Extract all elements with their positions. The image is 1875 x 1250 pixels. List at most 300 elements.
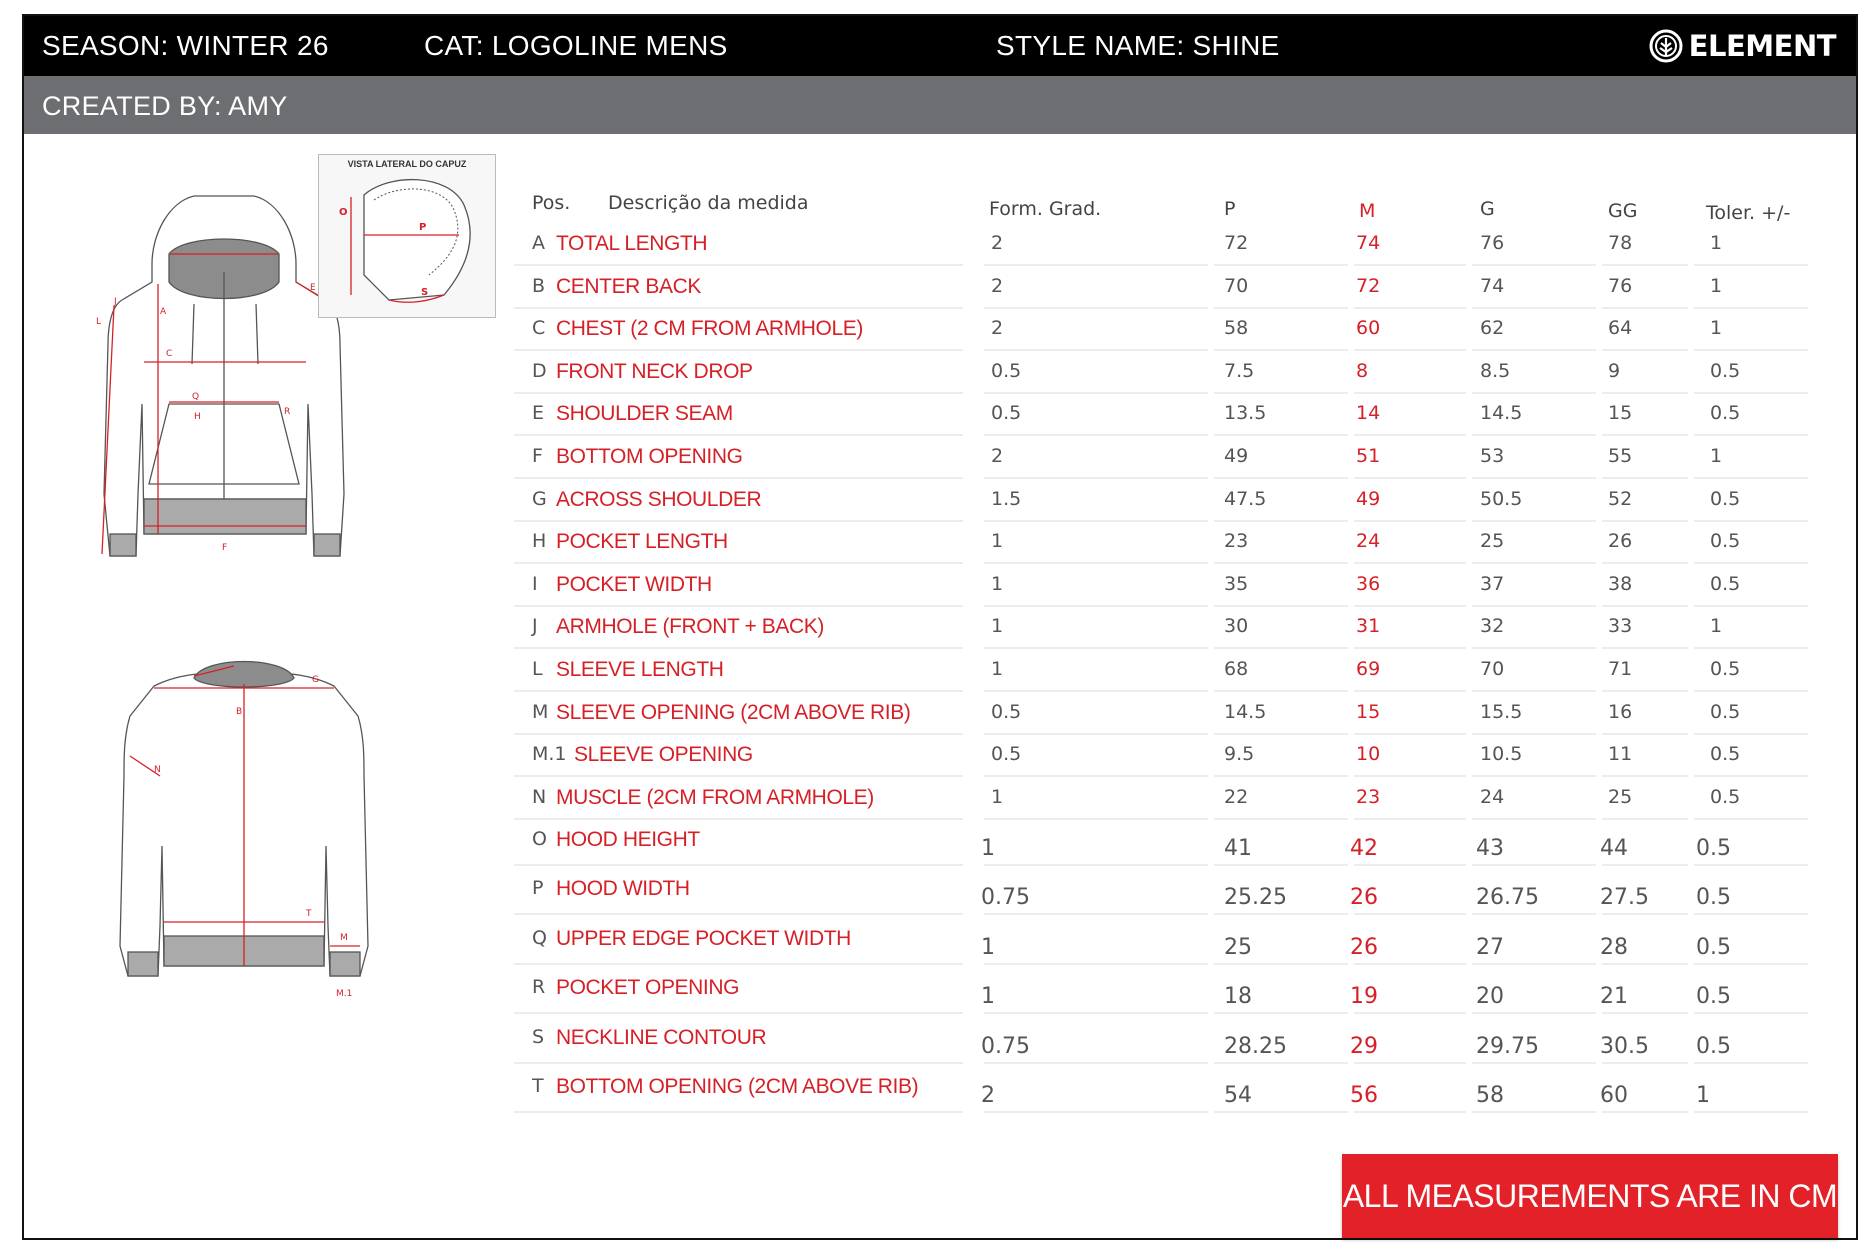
row-divider xyxy=(514,307,963,309)
row-divider xyxy=(1214,349,1348,351)
row-divider xyxy=(1472,775,1596,777)
cell-g: 25 xyxy=(1480,530,1505,553)
svg-text:J: J xyxy=(114,297,117,307)
cell-p: 9.5 xyxy=(1224,743,1255,766)
svg-text:F: F xyxy=(222,543,228,553)
svg-text:T: T xyxy=(306,909,312,919)
row-divider xyxy=(1694,775,1808,777)
row-divider xyxy=(984,647,1208,649)
row-divider xyxy=(984,864,1208,866)
hood-side-view xyxy=(318,154,496,318)
cell-p: 25 xyxy=(1224,934,1252,960)
cell-m: 19 xyxy=(1350,984,1378,1010)
svg-text:C: C xyxy=(166,349,173,359)
cell-grad: 1 xyxy=(981,984,995,1010)
cell-code: Q xyxy=(532,926,547,949)
svg-text:A: A xyxy=(160,307,167,317)
row-divider xyxy=(984,392,1208,394)
row-divider xyxy=(1602,647,1688,649)
cell-m: 49 xyxy=(1356,487,1381,510)
row-divider xyxy=(1694,434,1808,436)
row-divider xyxy=(984,913,1208,915)
row-divider xyxy=(1214,392,1348,394)
row-divider xyxy=(514,913,963,915)
row-divider xyxy=(1354,647,1466,649)
header-size-m: M xyxy=(1359,200,1376,222)
cell-tol: 1 xyxy=(1710,274,1723,297)
row-divider xyxy=(1214,477,1348,479)
row-divider xyxy=(1602,733,1688,735)
brand-name: ELEMENT xyxy=(1688,29,1836,63)
row-divider xyxy=(1694,647,1808,649)
cell-g: 14.5 xyxy=(1480,402,1523,425)
cell-p: 28.25 xyxy=(1224,1033,1287,1059)
season-label: SEASON: WINTER 26 xyxy=(42,30,329,61)
cell-gg: 78 xyxy=(1608,232,1633,254)
cell-desc: TOTAL LENGTH xyxy=(556,232,708,255)
row-divider xyxy=(984,605,1208,607)
row-divider xyxy=(984,775,1208,777)
cell-g: 76 xyxy=(1480,232,1505,254)
cell-code: I xyxy=(532,572,538,595)
row-divider xyxy=(1602,264,1688,266)
cell-gg: 26 xyxy=(1608,530,1633,553)
row-divider xyxy=(514,264,963,266)
cell-gg: 9 xyxy=(1608,359,1621,382)
row-divider xyxy=(1602,434,1688,436)
row-divider xyxy=(514,818,963,820)
cell-grad: 2 xyxy=(981,1083,995,1109)
row-divider xyxy=(514,605,963,607)
row-divider xyxy=(1354,264,1466,266)
svg-text:M.1: M.1 xyxy=(336,989,353,999)
row-divider xyxy=(1694,733,1808,735)
cell-grad: 0.5 xyxy=(991,700,1022,723)
row-divider xyxy=(514,690,963,692)
row-divider xyxy=(1694,690,1808,692)
cell-tol: 1 xyxy=(1710,445,1723,467)
cell-desc: SLEEVE OPENING (2CM ABOVE RIB) xyxy=(556,700,911,724)
cell-m: 51 xyxy=(1356,445,1381,467)
row-divider xyxy=(984,1012,1208,1014)
row-divider xyxy=(1472,647,1596,649)
row-divider xyxy=(514,733,963,735)
row-divider xyxy=(984,264,1208,266)
cell-desc: POCKET WIDTH xyxy=(556,572,712,596)
cell-p: 35 xyxy=(1224,572,1249,595)
cell-m: 69 xyxy=(1356,658,1381,680)
row-divider xyxy=(984,307,1208,309)
cell-desc: UPPER EDGE POCKET WIDTH xyxy=(556,926,851,950)
cell-grad: 1 xyxy=(981,934,995,960)
cell-tol: 1 xyxy=(1710,317,1723,340)
cell-m: 36 xyxy=(1356,572,1381,595)
cell-tol: 0.5 xyxy=(1710,785,1741,808)
header-size-p: P xyxy=(1224,198,1236,220)
row-divider xyxy=(1354,1062,1466,1064)
spec-sheet xyxy=(22,14,1858,1240)
cell-gg: 60 xyxy=(1600,1083,1628,1109)
cell-gg: 76 xyxy=(1608,274,1633,297)
cell-gg: 25 xyxy=(1608,785,1633,808)
row-divider xyxy=(514,349,963,351)
row-divider xyxy=(984,1111,1208,1113)
row-divider xyxy=(514,775,963,777)
cell-p: 25.25 xyxy=(1224,885,1287,911)
cell-desc: SLEEVE OPENING xyxy=(574,743,753,767)
cell-p: 13.5 xyxy=(1224,402,1267,425)
row-divider xyxy=(1214,818,1348,820)
cell-code: F xyxy=(532,445,543,467)
row-divider xyxy=(1354,733,1466,735)
cell-m: 24 xyxy=(1356,530,1381,553)
cell-code: B xyxy=(532,274,546,297)
cell-code: S xyxy=(532,1025,545,1048)
row-divider xyxy=(514,434,963,436)
cell-code: M.1 xyxy=(532,743,567,766)
row-divider xyxy=(1472,477,1596,479)
cell-code: P xyxy=(532,877,544,900)
cell-code: G xyxy=(532,487,547,510)
row-divider xyxy=(1602,392,1688,394)
row-divider xyxy=(1214,1062,1348,1064)
row-divider xyxy=(1472,605,1596,607)
cell-g: 62 xyxy=(1480,317,1505,340)
row-divider xyxy=(1472,913,1596,915)
row-divider xyxy=(1602,562,1688,564)
row-divider xyxy=(1354,392,1466,394)
row-divider xyxy=(1472,392,1596,394)
cell-m: 10 xyxy=(1356,743,1381,766)
cell-grad: 0.5 xyxy=(991,359,1022,382)
cell-m: 23 xyxy=(1356,785,1381,808)
cell-gg: 38 xyxy=(1608,572,1633,595)
cell-p: 14.5 xyxy=(1224,700,1267,723)
row-divider xyxy=(984,1062,1208,1064)
row-divider xyxy=(1694,605,1808,607)
cell-desc: HOOD WIDTH xyxy=(556,877,690,901)
row-divider xyxy=(1694,963,1808,965)
row-divider xyxy=(1472,1012,1596,1014)
row-divider xyxy=(1472,520,1596,522)
cell-grad: 0.5 xyxy=(991,402,1022,425)
row-divider xyxy=(514,864,963,866)
row-divider xyxy=(514,562,963,564)
svg-text:E: E xyxy=(310,283,316,293)
row-divider xyxy=(1354,1012,1466,1014)
cell-desc: CENTER BACK xyxy=(556,274,701,298)
cell-m: 60 xyxy=(1356,317,1381,340)
row-divider xyxy=(1472,1062,1596,1064)
svg-text:P: P xyxy=(419,222,427,233)
header-size-gg: GG xyxy=(1608,200,1638,222)
row-divider xyxy=(1602,963,1688,965)
cell-p: 58 xyxy=(1224,317,1249,340)
cell-grad: 1 xyxy=(991,658,1004,680)
row-divider xyxy=(1214,1111,1348,1113)
cell-code: T xyxy=(532,1075,544,1098)
row-divider xyxy=(514,1012,963,1014)
row-divider xyxy=(1602,307,1688,309)
row-divider xyxy=(1602,1111,1688,1113)
row-divider xyxy=(514,1111,963,1113)
row-divider xyxy=(514,520,963,522)
cell-gg: 55 xyxy=(1608,445,1633,467)
hood-sketch xyxy=(319,155,495,317)
row-divider xyxy=(1214,864,1348,866)
cell-tol: 0.5 xyxy=(1710,700,1741,723)
cell-code: D xyxy=(532,359,547,382)
brand-logo xyxy=(1649,26,1836,66)
cell-code: E xyxy=(532,402,545,425)
created-by-bar xyxy=(24,76,1856,134)
row-divider xyxy=(1602,349,1688,351)
cell-desc: BOTTOM OPENING (2CM ABOVE RIB) xyxy=(556,1075,919,1099)
cell-g: 27 xyxy=(1476,934,1504,960)
cell-grad: 1 xyxy=(991,615,1004,638)
cell-code: H xyxy=(532,530,547,553)
cell-g: 20 xyxy=(1476,984,1504,1010)
row-divider xyxy=(1694,1111,1808,1113)
cell-tol: 0.5 xyxy=(1710,572,1741,595)
row-divider xyxy=(1354,520,1466,522)
cell-gg: 64 xyxy=(1608,317,1633,340)
row-divider xyxy=(1602,1062,1688,1064)
measurement-unit-note: ALL MEASUREMENTS ARE IN CM xyxy=(1342,1154,1838,1238)
cell-g: 53 xyxy=(1480,445,1505,467)
cell-desc: HOOD HEIGHT xyxy=(556,827,700,851)
cell-code: C xyxy=(532,317,546,340)
cell-gg: 21 xyxy=(1600,984,1628,1010)
cell-p: 68 xyxy=(1224,658,1249,680)
cell-g: 32 xyxy=(1480,615,1505,638)
cell-m: 26 xyxy=(1350,885,1378,911)
cell-p: 41 xyxy=(1224,835,1252,861)
row-divider xyxy=(1214,775,1348,777)
row-divider xyxy=(1602,1012,1688,1014)
cell-g: 10.5 xyxy=(1480,743,1523,766)
cell-grad: 1 xyxy=(991,572,1004,595)
row-divider xyxy=(1694,477,1808,479)
cell-desc: BOTTOM OPENING xyxy=(556,445,743,468)
cell-g: 29.75 xyxy=(1476,1033,1539,1059)
row-divider xyxy=(1694,349,1808,351)
cell-p: 30 xyxy=(1224,615,1249,638)
row-divider xyxy=(1694,520,1808,522)
row-divider xyxy=(1214,733,1348,735)
cell-g: 43 xyxy=(1476,835,1504,861)
svg-text:S: S xyxy=(421,287,429,298)
row-divider xyxy=(1602,818,1688,820)
header-tolerance: Toler. +/- xyxy=(1706,202,1791,224)
cell-p: 22 xyxy=(1224,785,1249,808)
cell-p: 47.5 xyxy=(1224,487,1267,510)
cell-tol: 0.5 xyxy=(1696,934,1731,960)
svg-text:N: N xyxy=(154,765,161,775)
row-divider xyxy=(1214,690,1348,692)
row-divider xyxy=(984,733,1208,735)
cell-m: 74 xyxy=(1356,232,1381,254)
created-by-label: CREATED BY: AMY xyxy=(42,91,288,121)
cell-gg: 15 xyxy=(1608,402,1633,425)
row-divider xyxy=(1694,392,1808,394)
cell-code: L xyxy=(532,658,543,680)
cell-gg: 71 xyxy=(1608,658,1633,680)
cell-gg: 11 xyxy=(1608,743,1633,766)
cell-tol: 1 xyxy=(1696,1083,1710,1109)
row-divider xyxy=(1694,307,1808,309)
row-divider xyxy=(1602,690,1688,692)
row-divider xyxy=(984,690,1208,692)
row-divider xyxy=(984,818,1208,820)
row-divider xyxy=(984,520,1208,522)
row-divider xyxy=(1472,690,1596,692)
cell-p: 70 xyxy=(1224,274,1249,297)
row-divider xyxy=(1354,562,1466,564)
row-divider xyxy=(1694,913,1808,915)
cell-tol: 1 xyxy=(1710,232,1723,254)
svg-text:G: G xyxy=(312,675,319,685)
svg-text:R: R xyxy=(284,407,291,417)
cell-gg: 33 xyxy=(1608,615,1633,638)
row-divider xyxy=(1472,434,1596,436)
row-divider xyxy=(514,647,963,649)
row-divider xyxy=(1602,477,1688,479)
cell-grad: 2 xyxy=(991,274,1004,297)
cell-g: 8.5 xyxy=(1480,359,1511,382)
row-divider xyxy=(1354,477,1466,479)
cell-grad: 2 xyxy=(991,232,1004,254)
row-divider xyxy=(1694,1062,1808,1064)
cell-m: 26 xyxy=(1350,934,1378,960)
row-divider xyxy=(984,477,1208,479)
row-divider xyxy=(1354,864,1466,866)
cell-gg: 28 xyxy=(1600,934,1628,960)
svg-text:H: H xyxy=(194,412,201,422)
back-view-sketch xyxy=(94,646,394,1006)
svg-text:O: O xyxy=(339,207,348,218)
measurement-table xyxy=(514,184,1814,1124)
row-divider xyxy=(1694,818,1808,820)
cell-tol: 0.5 xyxy=(1710,743,1741,766)
row-divider xyxy=(514,1062,963,1064)
cell-gg: 16 xyxy=(1608,700,1633,723)
cell-desc: SHOULDER SEAM xyxy=(556,402,733,426)
row-divider xyxy=(1472,349,1596,351)
cell-g: 58 xyxy=(1476,1083,1504,1109)
row-divider xyxy=(1602,864,1688,866)
cell-grad: 1 xyxy=(991,785,1004,808)
cell-code: A xyxy=(532,232,545,254)
cell-tol: 0.5 xyxy=(1696,835,1731,861)
cell-m: 29 xyxy=(1350,1033,1378,1059)
row-divider xyxy=(514,477,963,479)
cell-desc: ARMHOLE (FRONT + BACK) xyxy=(556,615,824,639)
row-divider xyxy=(984,963,1208,965)
cell-p: 23 xyxy=(1224,530,1249,553)
cell-p: 72 xyxy=(1224,232,1249,254)
cell-grad: 2 xyxy=(991,317,1004,340)
row-divider xyxy=(514,963,963,965)
cell-desc: CHEST (2 CM FROM ARMHOLE) xyxy=(556,317,863,341)
cell-m: 8 xyxy=(1356,359,1369,382)
tree-logo-icon xyxy=(1649,29,1683,63)
row-divider xyxy=(1214,1012,1348,1014)
row-divider xyxy=(1354,1111,1466,1113)
cell-tol: 0.5 xyxy=(1696,885,1731,911)
cell-m: 42 xyxy=(1350,835,1378,861)
row-divider xyxy=(1472,264,1596,266)
row-divider xyxy=(1214,520,1348,522)
row-divider xyxy=(1354,605,1466,607)
row-divider xyxy=(1694,864,1808,866)
row-divider xyxy=(1602,605,1688,607)
header-size-g: G xyxy=(1480,198,1495,220)
cell-code: J xyxy=(532,615,538,638)
row-divider xyxy=(1472,1111,1596,1113)
cell-desc: NECKLINE CONTOUR xyxy=(556,1025,767,1049)
cell-desc: POCKET OPENING xyxy=(556,976,740,1000)
cell-desc: ACROSS SHOULDER xyxy=(556,487,762,511)
cell-grad: 0.75 xyxy=(981,1033,1030,1059)
cell-grad: 1 xyxy=(981,835,995,861)
cell-tol: 1 xyxy=(1710,615,1723,638)
row-divider xyxy=(1214,264,1348,266)
cell-desc: POCKET LENGTH xyxy=(556,530,728,554)
row-divider xyxy=(1354,775,1466,777)
svg-text:L: L xyxy=(96,317,102,327)
cell-desc: MUSCLE (2CM FROM ARMHOLE) xyxy=(556,785,874,809)
svg-text:B: B xyxy=(236,707,243,717)
cell-tol: 0.5 xyxy=(1710,359,1741,382)
cell-g: 26.75 xyxy=(1476,885,1539,911)
row-divider xyxy=(1472,733,1596,735)
row-divider xyxy=(1694,562,1808,564)
cell-g: 70 xyxy=(1480,658,1505,680)
cell-tol: 0.5 xyxy=(1710,402,1741,425)
header-pos: Pos. xyxy=(532,192,571,214)
row-divider xyxy=(1472,818,1596,820)
cell-g: 24 xyxy=(1480,785,1505,808)
svg-text:M: M xyxy=(340,933,348,943)
row-divider xyxy=(1214,913,1348,915)
header-grad: Form. Grad. xyxy=(989,198,1102,220)
cell-gg: 30.5 xyxy=(1600,1033,1649,1059)
cell-m: 72 xyxy=(1356,274,1381,297)
cell-grad: 0.5 xyxy=(991,743,1022,766)
cell-p: 18 xyxy=(1224,984,1252,1010)
row-divider xyxy=(1214,434,1348,436)
svg-text:Q: Q xyxy=(192,392,200,402)
row-divider xyxy=(1354,963,1466,965)
style-name-label: STYLE NAME: SHINE xyxy=(996,30,1280,61)
cell-gg: 27.5 xyxy=(1600,885,1649,911)
row-divider xyxy=(514,392,963,394)
cell-m: 15 xyxy=(1356,700,1381,723)
row-divider xyxy=(1602,520,1688,522)
cell-grad: 0.75 xyxy=(981,885,1030,911)
row-divider xyxy=(1694,264,1808,266)
cell-gg: 52 xyxy=(1608,487,1633,510)
cell-desc: FRONT NECK DROP xyxy=(556,359,753,383)
category-label: CAT: LOGOLINE MENS xyxy=(424,30,728,61)
cell-grad: 2 xyxy=(991,445,1004,467)
row-divider xyxy=(1214,605,1348,607)
cell-p: 49 xyxy=(1224,445,1249,467)
cell-tol: 0.5 xyxy=(1710,658,1741,680)
header-description: Descrição da medida xyxy=(608,192,809,214)
row-divider xyxy=(1354,913,1466,915)
